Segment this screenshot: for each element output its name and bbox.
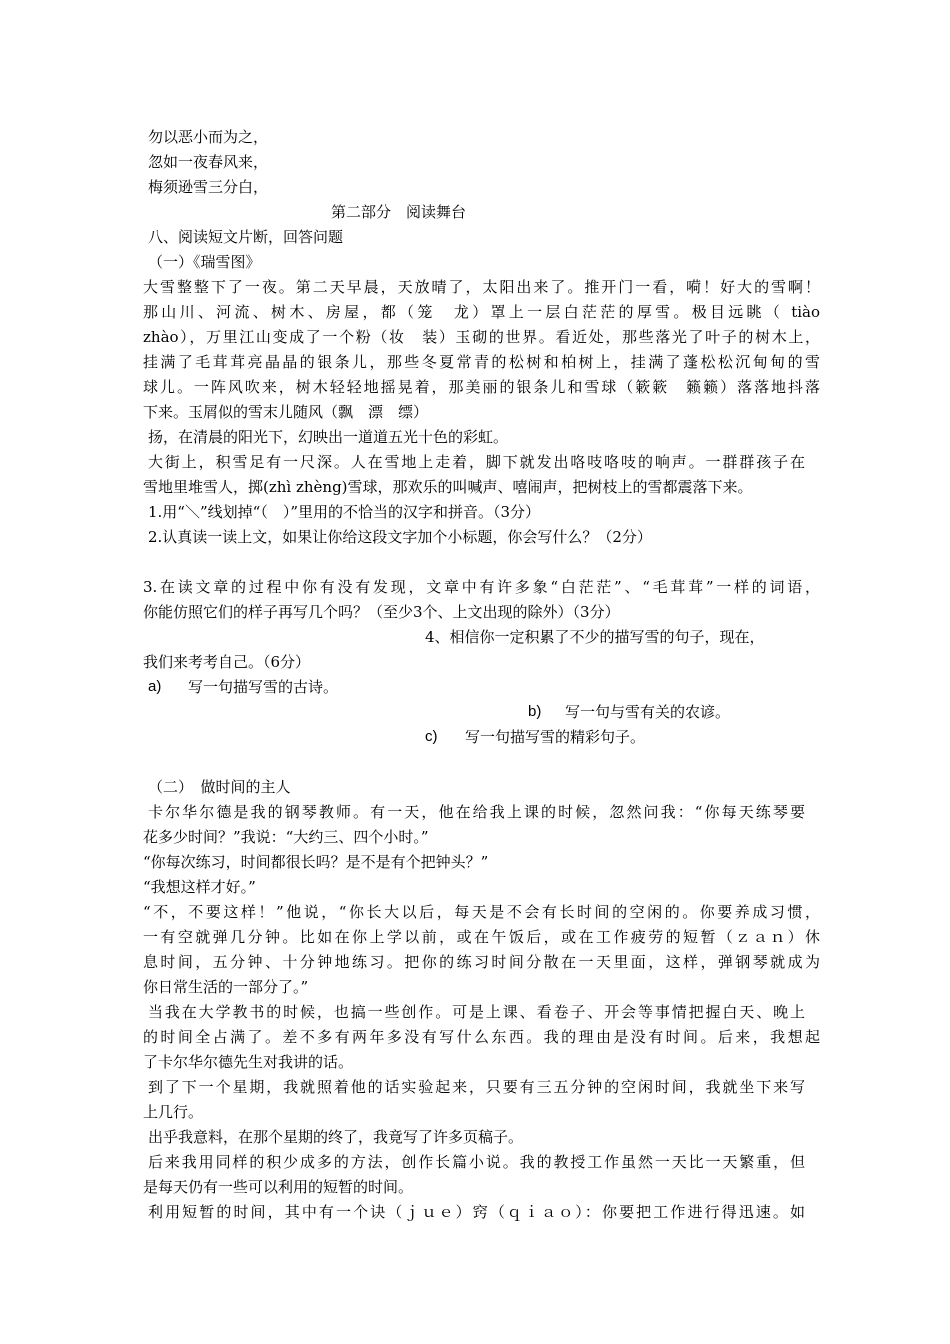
question-4-line-2: 我们来考考自己。（6分） — [143, 653, 311, 671]
passage-2-line: 了卡尔华尔德先生对我讲的话。 — [143, 1053, 354, 1071]
passage-2-line: 当我在大学教书的时候，也搞一些创作。可是上课、看卷子、开会等事情把握白天、晚上 — [148, 1003, 805, 1021]
passage-2-line: 利用短暂的时间，其中有一个诀（ｊｕｅ）窍（ｑｉａｏ）：你要把工作进行得迅速。如 — [148, 1203, 805, 1221]
poem-line-3: 梅须逊雪三分白， — [148, 178, 269, 196]
poem-line-1: 勿以恶小而为之， — [148, 128, 269, 146]
question-3-line-2: 你能仿照它们的样子再写几个吗？（至少3个、上文出现的除外）（3分） — [143, 603, 620, 621]
passage-2-line: 后来我用同样的积少成多的方法，创作长篇小说。我的教授工作虽然一天比一天繁重，但 — [148, 1153, 805, 1171]
question-2: 2.认真读一读上文，如果让你给这段文字加个小标题，你会写什么？（2分） — [148, 528, 652, 546]
passage-2-line: 一有空就弹几分钟。比如在你上学以前，或在午饭后，或在工作疲劳的短暂（ｚａｎ）休 — [143, 928, 820, 946]
item-a-marker: a) — [148, 678, 162, 695]
passage-2-line: 出乎我意料，在那个星期的终了，我竟写了许多页稿子。 — [148, 1128, 524, 1146]
passage-1-line: 大雪整整下了一夜。第二天早晨，天放晴了，太阳出来了。推开门一看，嗬！好大的雪啊！ — [143, 278, 820, 296]
passage-1-line: zhào），万里江山变成了一个粉（妆 装）玉砌的世界。看近处，那些落光了叶子的树木上， — [143, 328, 820, 346]
item-a-text: 写一句描写雪的古诗。 — [188, 678, 339, 696]
section-title: 八、阅读短文片断，回答问题 — [148, 228, 344, 246]
item-b-marker: b) — [528, 703, 542, 720]
passage-2-line: 上几行。 — [143, 1103, 204, 1121]
passage-2-line: 息时间，五分钟、十分钟地练习。把你的练习时间分散在一天里面，这样，弹钢琴就成为 — [143, 953, 820, 971]
question-3-line-1: 3.在读文章的过程中你有没有发现，文章中有许多象“白茫茫”、“毛茸茸”一样的词语， — [143, 578, 820, 596]
passage-1-line: 雪地里堆雪人，掷(zhì zhèng)雪球，那欢乐的叫喊声、嘻闹声，把树枝上的雪都震落下来。 — [143, 478, 753, 496]
passage-2-line: “你每次练习，时间都很长吗？是不是有个把钟头？” — [143, 853, 489, 871]
passage-1-line: 球儿。一阵风吹来，树木轻轻地摇晃着，那美丽的银条儿和雪球（簌簌 籁籁）落落地抖落 — [143, 378, 820, 396]
passage-2-heading: （二） 做时间的主人 — [148, 778, 291, 796]
passage-2-line: 花多少时间？”我说：“大约三、四个小时。” — [143, 828, 429, 846]
passage-2-line: “我想这样才好。” — [143, 878, 256, 896]
part-title: 第二部分 阅读舞台 — [331, 203, 467, 221]
passage-2-line: 的时间全占满了。差不多有两年多没有写什么东西。我的理由是没有时间。后来，我想起 — [143, 1028, 820, 1046]
passage-1-line: 挂满了毛茸茸亮晶晶的银条儿，那些冬夏常青的松树和柏树上，挂满了蓬松松沉甸甸的雪 — [143, 353, 820, 371]
question-1: 1.用“＼”线划掉“（ ）”里用的不恰当的汉字和拼音。（3分） — [148, 503, 541, 521]
passage-1-line: 那山川、河流、树木、房屋，都（笼 龙）罩上一层白茫茫的厚雪。极目远眺（ tiào — [143, 303, 820, 321]
passage-2-line: “不，不要这样！”他说，“你长大以后，每天是不会有长时间的空闲的。你要养成习惯， — [143, 903, 820, 921]
item-c-marker: c) — [425, 728, 438, 745]
passage-2-line: 是每天仍有一些可以利用的短暂的时间。 — [143, 1178, 414, 1196]
passage-1-heading: （一）《瑞雪图》 — [148, 253, 261, 271]
question-4-line-1: 4、相信你一定积累了不少的描写雪的句子，现在， — [425, 628, 765, 646]
passage-1-line: 下来。玉屑似的雪末儿随风（飘 漂 缥） — [143, 403, 429, 421]
passage-2-line: 卡尔华尔德是我的钢琴教师。有一天，他在给我上课的时候，忽然问我：“你每天练琴要 — [148, 803, 805, 821]
passage-2-line: 你日常生活的一部分了。” — [143, 978, 309, 996]
item-b-text: 写一句与雪有关的农谚。 — [565, 703, 731, 721]
poem-line-2: 忽如一夜春风来， — [148, 153, 269, 171]
passage-2-line: 到了下一个星期，我就照着他的话实验起来，只要有三五分钟的空闲时间，我就坐下来写 — [148, 1078, 805, 1096]
passage-1-line: 大街上，积雪足有一尺深。人在雪地上走着，脚下就发出咯吱咯吱的响声。一群群孩子在 — [148, 453, 805, 471]
passage-1-line: 扬，在清晨的阳光下，幻映出一道道五光十色的彩虹。 — [148, 428, 509, 446]
item-c-text: 写一句描写雪的精彩句子。 — [465, 728, 646, 746]
